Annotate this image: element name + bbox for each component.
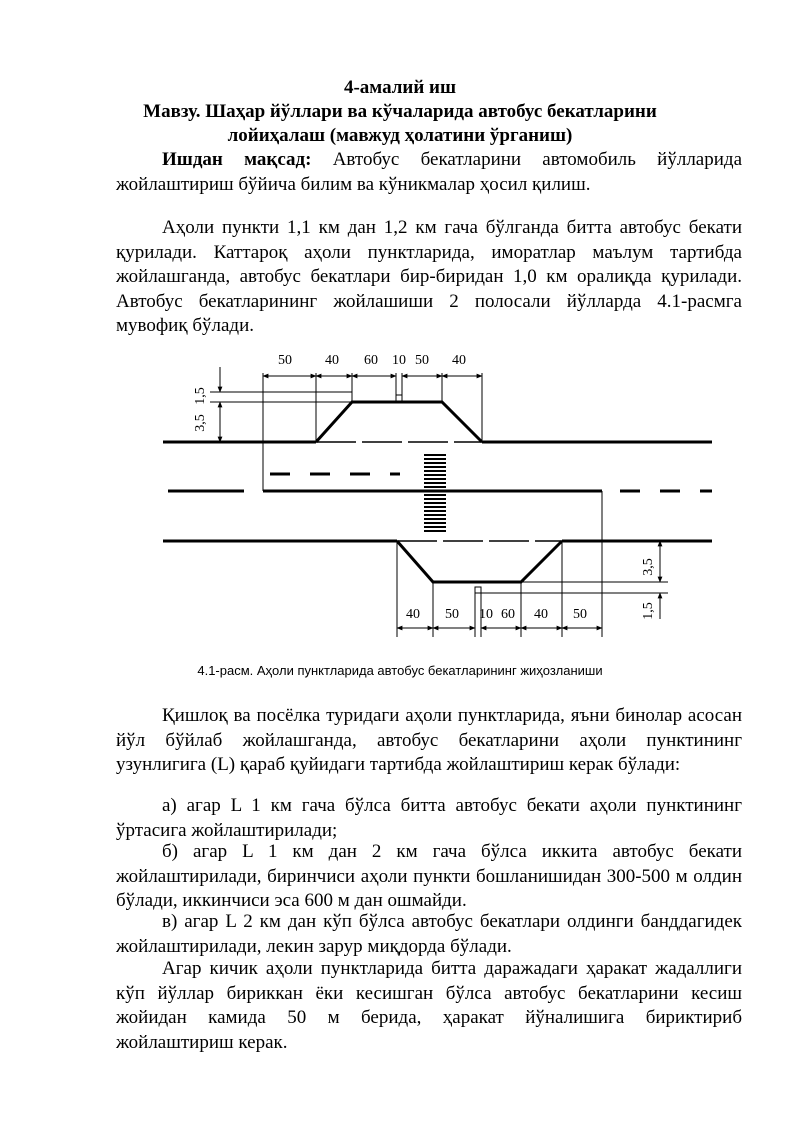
dim-label: 1,5 xyxy=(641,602,656,620)
dim-label: 40 xyxy=(325,353,339,368)
paragraph-2: Қишлоқ ва посёлка туридаги аҳоли пунктларида, яъни бинолар асосан йўл бўйлаб жойлашганда, автобус бекатларини аҳоли пунктининг узунлигига (L) қараб қуйидаги тартибда жойлаштириш керак бўлади: xyxy=(116,705,742,775)
dim-label: 40 xyxy=(406,607,420,622)
dim-label: 50 xyxy=(278,353,292,368)
crosswalk xyxy=(424,455,446,531)
list-item-b: б) агар L 1 км дан 2 км гача бўлса иккита автобус бекати жойлаштирилади, биринчиси аҳоли пункти бошланишидан 300-500 м олдин бўлади, иккинчиси эса 600 м дан ошмайди. xyxy=(116,841,742,911)
paragraph-1: Аҳоли пункти 1,1 км дан 1,2 км гача бўлганда битта автобус бекати қурилади. Каттароқ аҳоли пунктларида, иморатлар маълум тартибда жойлашганда, автобус бекатлари бир-биридан 1,0 км оралиқда қурилади. Автобус бекатларининг жойлашиши 2 полосали йўлларда 4.1-расмга мувофиқ бўлади. xyxy=(116,217,742,336)
bottom-dimension-labels xyxy=(406,558,656,622)
bus-stop-diagram xyxy=(0,345,800,665)
dim-label: 3,5 xyxy=(193,414,208,432)
dim-label: 3,5 xyxy=(641,558,656,576)
figure-caption: 4.1-расм. Аҳоли пунктларида автобус бекатларининг жиҳозланиши xyxy=(197,663,603,678)
dim-label: 40 xyxy=(534,607,548,622)
bottom-bus-pocket xyxy=(163,541,712,593)
purpose-label: Ишдан мақсад: xyxy=(162,149,312,170)
dimension-arrows xyxy=(220,367,660,628)
extension-lines xyxy=(210,373,668,637)
topic-line-2: лойиҳалаш (мавжуд ҳолатини ўрганиш) xyxy=(227,125,573,146)
dim-label: 60 xyxy=(364,353,378,368)
dim-label: 50 xyxy=(415,353,429,368)
dim-label: 1,5 xyxy=(193,387,208,405)
dim-label: 50 xyxy=(445,607,459,622)
list-item-c: в) агар L 2 км дан кўп бўлса автобус бекатлари олдинги банддагидек жойлаштирилади, лекин зарур миқдорда бўлади. xyxy=(116,911,742,957)
dim-label: 10 xyxy=(479,607,493,622)
dim-label: 40 xyxy=(452,353,466,368)
dim-label: 50 xyxy=(573,607,587,622)
purpose-text: Автобус бекатларини автомобиль йўлларида жойлаштириш бўйича билим ва кўникмалар ҳосил қилиш. xyxy=(116,149,742,195)
dim-label: 10 xyxy=(392,353,406,368)
list-item-a: а) агар L 1 км гача бўлса битта автобус бекати аҳоли пунктининг ўртасига жойлаштирилади; xyxy=(116,795,742,841)
dim-label: 60 xyxy=(501,607,515,622)
purpose-paragraph xyxy=(116,148,742,197)
work-number: 4-амалий иш xyxy=(343,77,457,98)
paragraph-3: Агар кичик аҳоли пунктларида битта даражадаги ҳаракат жадаллиги кўп йўллар бириккан ёки кесишган бўлса автобус бекатларини кесиш жойидан камида 50 м берида, ҳаракат йўналишига бириктириб жойлаштириш керак. xyxy=(116,958,742,1053)
topic-line-1: Мавзу. Шаҳар йўллари ва кўчаларида автобус бекатларини xyxy=(143,101,657,122)
